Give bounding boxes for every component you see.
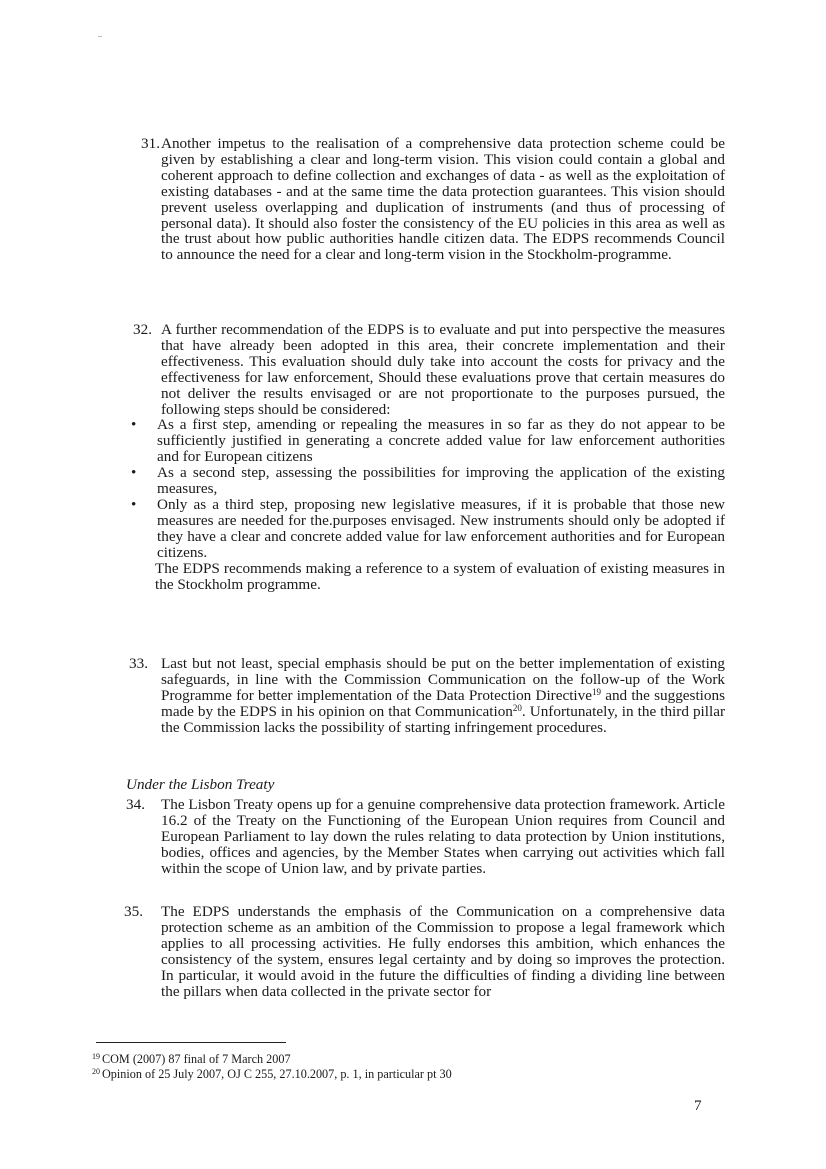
list-item	[131, 465, 725, 497]
paragraph-number: 34.	[126, 796, 145, 813]
bullet-list	[125, 417, 725, 560]
paragraph-closing: The EDPS recommends making a reference to a system of evaluation of existing measures in the Stockholm programme.	[155, 559, 725, 593]
paragraph-text: The Lisbon Treaty opens up for a genuine comprehensive data protection framework. Article 16.2 of the Treaty on the Functioning of the European Union requires from Council and European Parliament to lay down the rules relating to data protection by Union institutions, bodies, offices and agencies, by the Member States when carrying out activities which fall within the scope of Union law, and by private parties.	[161, 796, 725, 877]
paragraph-number: 33.	[129, 655, 148, 672]
footnote-text: Opinion of 25 July 2007, OJ C 255, 27.10.2007, p. 1, in particular pt 30	[102, 1067, 452, 1081]
paragraph-text: The EDPS understands the emphasis of the Communication on a comprehensive data protection scheme as an ambition of the Commission to propose a legal framework which applies to all processing activities. He fully endorses this ambition, which enhances the consistency of the system, ensures legal certainty and by doing so improves the protection. In particular, it would avoid in the future the difficulties of finding a dividing line between the pillars when data collected in the private sector for	[161, 903, 725, 1000]
paragraph-31	[125, 136, 725, 263]
bullet-icon: •	[131, 464, 137, 482]
footnote-19	[92, 1052, 291, 1066]
scan-artifact	[98, 36, 102, 37]
text-segment: and the suggestions made by the EDPS in his opinion on that Communication	[161, 686, 725, 720]
paragraph-text: A further recommendation of the EDPS is to evaluate and put into perspective the measures that have already been adopted in this area, their concrete implementation and their effectiveness. This evaluation should duly take into account the costs for privacy and the effectiveness for law enforcement, Should these evaluations prove that certain measures do not deliver the results envisaged or are not proportionate to the purposes pursued, the following steps should be considered:	[161, 321, 725, 418]
list-item	[131, 497, 725, 561]
paragraph-number: 35.	[124, 903, 143, 920]
paragraph-number: 32.	[133, 321, 152, 338]
paragraph-text	[161, 656, 725, 736]
bullet-icon: •	[131, 416, 137, 434]
list-item-text: As a second step, assessing the possibilities for improving the application of the existing measures,	[157, 464, 725, 498]
paragraph-text: Another impetus to the realisation of a comprehensive data protection scheme could be given by establishing a clear and long-term vision. This vision could contain a global and coherent approach to define collection and exchanges of data - as well as the exploitation of existing databases - and at the same time the data protection guarantees. This vision should prevent useless overlapping and duplication of instruments (and thus of processing of personal data). It should also foster the consistency of the EU policies in this area as well as the trust about how public authorities handle citizen data. The EDPS recommends Council to announce the need for a clear and long-term vision in the Stockholm-programme.	[161, 135, 725, 264]
list-item-text: As a first step, amending or repealing the measures in so far as they do not appear to be sufficiently justified in generating a concrete added value for law enforcement authorities and for European citizens	[157, 416, 725, 466]
section-subheading: Under the Lisbon Treaty	[126, 776, 275, 793]
footnote-divider	[96, 1042, 286, 1043]
footnote-mark: 19	[92, 1052, 100, 1061]
paragraph-33	[125, 656, 725, 736]
list-item-text: Only as a third step, proposing new legislative measures, if it is probable that those new measures are needed for the.purposes envisaged. New instruments should only be adopted if they have a clear and concrete added value for law enforcement authorities and for European citizens.	[157, 495, 725, 561]
list-item	[131, 417, 725, 465]
paragraph-number: 31.	[141, 135, 160, 152]
paragraph-32	[125, 322, 725, 592]
footnote-reference[interactable]: 20	[512, 702, 522, 713]
text-segment: . Unfortunately, in the third pillar the Commission lacks the possibility of starting infringement procedures.	[161, 702, 726, 736]
footnote-text: COM (2007) 87 final of 7 March 2007	[102, 1052, 291, 1066]
paragraph-34	[125, 797, 725, 877]
bullet-icon: •	[131, 495, 137, 513]
footnote-mark: 20	[92, 1067, 100, 1076]
footnote-20	[92, 1067, 452, 1081]
paragraph-35	[125, 904, 725, 999]
footnote-reference[interactable]: 19	[591, 686, 601, 697]
text-segment: Last but not least, special emphasis should be put on the better implementation of existing safeguards, in line with the Commission Communication on the follow-up of the Work Programme for better implementation of the Data Protection Directive	[161, 655, 725, 704]
page-number: 7	[694, 1097, 702, 1114]
